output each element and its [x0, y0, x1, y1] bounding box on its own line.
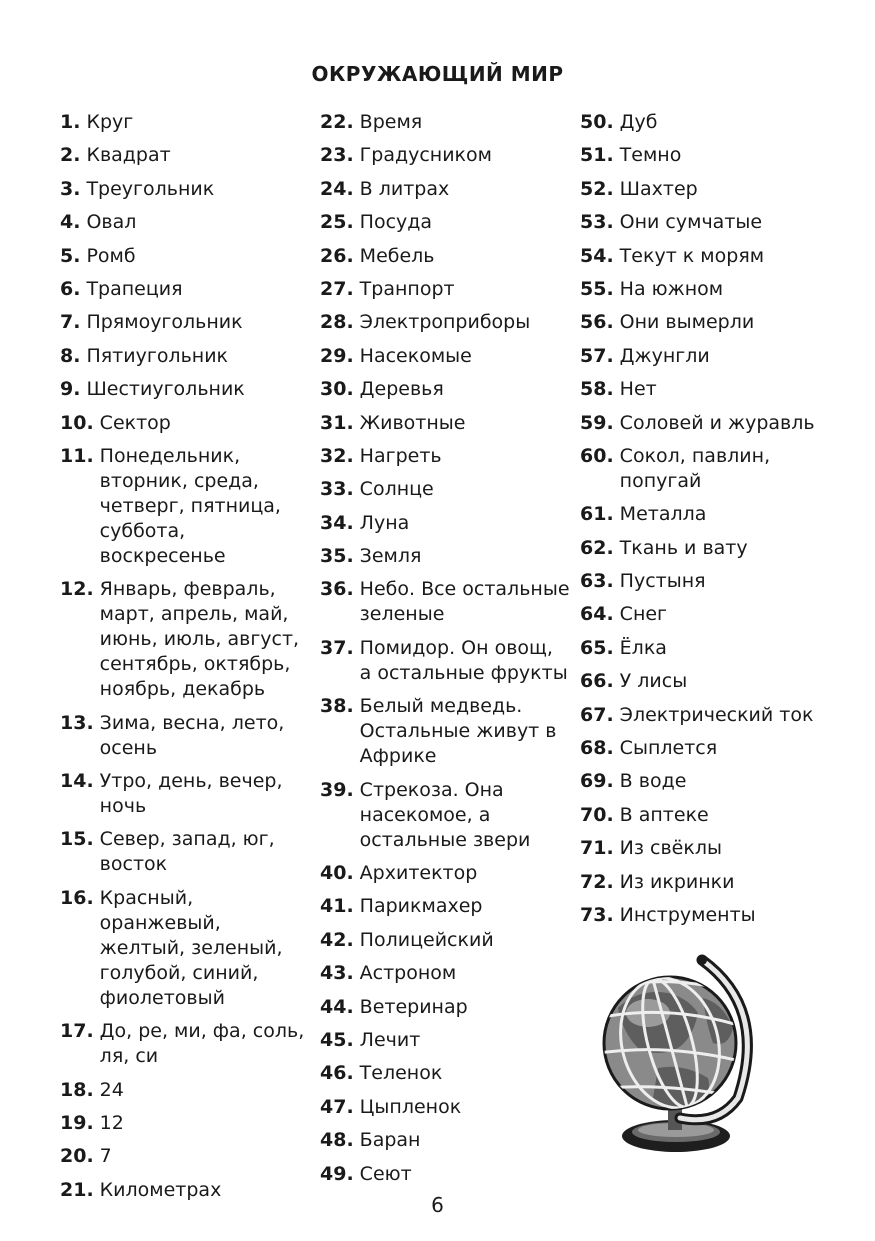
answer-text: Лечит [359, 1028, 421, 1051]
answer-item [580, 536, 850, 561]
answer-text: Транпорт [359, 277, 455, 300]
answer-text: Красный, оранжевый, желтый, зеленый, голубой, синий, фиолетовый [99, 886, 283, 1009]
answer-text: Снег [619, 603, 668, 626]
answer-number: 62. [580, 536, 614, 559]
answer-item [60, 711, 305, 761]
answer-item [60, 244, 305, 269]
answer-number: 40. [320, 862, 354, 885]
answer-item [320, 210, 570, 235]
answer-item [60, 210, 305, 235]
answer-number: 15. [60, 828, 94, 851]
answer-text: Луна [359, 511, 410, 534]
answer-number: 19. [60, 1112, 94, 1135]
answer-item [320, 110, 570, 135]
answer-text: Теленок [359, 1062, 443, 1085]
answer-number: 51. [580, 144, 614, 167]
answer-number: 68. [580, 737, 614, 760]
answer-item [580, 769, 850, 794]
answer-text: Соловей и журавль [619, 411, 815, 434]
answer-number: 24. [320, 177, 354, 200]
answer-text: Север, запад, юг, восток [99, 828, 275, 876]
answer-text: Понедельник, вторник, среда, четверг, пятница, суббота, воскресенье [99, 444, 281, 567]
answer-item [320, 511, 570, 536]
answer-number: 48. [320, 1129, 354, 1152]
answer-text: Текут к морям [619, 244, 765, 267]
answer-number: 55. [580, 277, 614, 300]
answer-item [60, 377, 305, 402]
answer-item [320, 544, 570, 569]
answer-number: 33. [320, 478, 354, 501]
answer-item [320, 411, 570, 436]
answer-text: Нагреть [359, 444, 442, 467]
answer-item [60, 310, 305, 335]
answer-number: 18. [60, 1078, 94, 1101]
answer-number: 6. [60, 277, 81, 300]
answer-number: 69. [580, 770, 614, 793]
answer-text: Животные [359, 411, 466, 434]
answer-number: 31. [320, 411, 354, 434]
answer-number: 29. [320, 344, 354, 367]
answer-number: 53. [580, 211, 614, 234]
answer-text: У лисы [619, 670, 688, 693]
answer-number: 36. [320, 578, 354, 601]
answer-number: 39. [320, 778, 354, 801]
answer-item [580, 277, 850, 302]
answer-number: 17. [60, 1020, 94, 1043]
answer-item [320, 477, 570, 502]
answer-item [580, 669, 850, 694]
answer-text: Мебель [359, 244, 435, 267]
answer-item [580, 177, 850, 202]
answer-text: Цыпленок [359, 1095, 462, 1118]
answer-number: 45. [320, 1028, 354, 1051]
answer-text: До, ре, ми, фа, соль, ля, си [99, 1020, 305, 1068]
answer-text: Посуда [359, 211, 433, 234]
answer-number: 58. [580, 378, 614, 401]
answer-item [320, 1128, 570, 1153]
answer-number: 13. [60, 711, 94, 734]
answer-number: 54. [580, 244, 614, 267]
answer-item [580, 836, 850, 861]
answer-number: 67. [580, 703, 614, 726]
answer-item [320, 1028, 570, 1053]
answer-text: Нет [619, 378, 657, 401]
answer-text: Они сумчатые [619, 211, 763, 234]
answer-item [580, 903, 850, 928]
answer-number: 21. [60, 1178, 94, 1201]
answer-number: 26. [320, 244, 354, 267]
answer-item [580, 736, 850, 761]
answer-number: 1. [60, 111, 81, 133]
answer-text: Темно [619, 144, 682, 167]
answer-number: 50. [580, 111, 614, 133]
answer-text: Прямоугольник [86, 311, 243, 334]
answer-item [60, 143, 305, 168]
answer-number: 27. [320, 277, 354, 300]
globe-illustration [598, 948, 758, 1158]
answer-text: Стрекоза. Она насекомое, а остальные звери [359, 778, 531, 851]
answer-text: Белый медведь. Остальные живут в Африке [359, 695, 557, 768]
answer-text: Шахтер [619, 177, 698, 200]
answer-text: Ёлка [619, 636, 667, 659]
answer-text: Ромб [86, 244, 136, 267]
answer-text: Архитектор [359, 862, 478, 885]
answer-item [60, 277, 305, 302]
answer-number: 28. [320, 311, 354, 334]
answer-text: Солнце [359, 478, 434, 501]
answer-text: Трапеция [86, 277, 183, 300]
answer-text: Квадрат [86, 144, 171, 167]
answer-number: 73. [580, 903, 614, 926]
answer-item [580, 636, 850, 661]
answer-number: 65. [580, 636, 614, 659]
answer-text: Полицейский [359, 928, 494, 951]
answer-number: 43. [320, 962, 354, 985]
answer-number: 59. [580, 411, 614, 434]
answer-text: Металла [619, 503, 707, 526]
answer-number: 56. [580, 311, 614, 334]
answer-number: 35. [320, 545, 354, 568]
page-title: ОКРУЖАЮЩИЙ МИР [311, 62, 564, 86]
answer-item [320, 778, 570, 853]
answer-number: 71. [580, 837, 614, 860]
answer-item [320, 344, 570, 369]
answer-item [580, 569, 850, 594]
answer-text: Из икринки [619, 870, 735, 893]
answers-column-2 [320, 110, 570, 1195]
answer-number: 34. [320, 511, 354, 534]
answer-text: Парикмахер [359, 895, 483, 918]
answer-text: Круг [86, 111, 134, 133]
answer-item [320, 894, 570, 919]
answer-number: 30. [320, 378, 354, 401]
answer-text: Зима, весна, лето, осень [99, 711, 285, 759]
answer-item [320, 310, 570, 335]
answer-item [320, 143, 570, 168]
answer-number: 44. [320, 995, 354, 1018]
answer-item [60, 110, 305, 135]
answer-number: 52. [580, 177, 614, 200]
answer-text: Пятиугольник [86, 344, 229, 367]
answer-text: 7 [99, 1145, 112, 1168]
answer-number: 57. [580, 344, 614, 367]
answer-number: 10. [60, 411, 94, 434]
answer-text: Время [359, 111, 423, 133]
answer-text: Ткань и вату [619, 536, 748, 559]
answer-text: Шестиугольник [86, 378, 245, 401]
answer-number: 3. [60, 177, 81, 200]
answer-number: 60. [580, 444, 614, 467]
answer-item [580, 444, 850, 494]
answer-text: Январь, февраль, март, апрель, май, июнь, июль, август, сентябрь, октябрь, ноябрь, декабрь [99, 578, 300, 701]
answer-number: 64. [580, 603, 614, 626]
answer-number: 47. [320, 1095, 354, 1118]
answer-number: 66. [580, 670, 614, 693]
answer-text: Дуб [619, 111, 658, 133]
answer-number: 9. [60, 378, 81, 401]
answer-number: 22. [320, 111, 354, 133]
answer-item [60, 177, 305, 202]
answer-text: Джунгли [619, 344, 710, 367]
answer-text: Из свёклы [619, 837, 722, 860]
answer-number: 4. [60, 211, 81, 234]
answer-item [60, 827, 305, 877]
answer-text: Баран [359, 1129, 421, 1152]
answer-item [580, 344, 850, 369]
answer-number: 46. [320, 1062, 354, 1085]
answer-item [320, 694, 570, 769]
answer-item [60, 1144, 305, 1169]
answer-item [580, 110, 850, 135]
answer-item [60, 444, 305, 569]
page-number: 6 [431, 1193, 444, 1217]
answer-item [320, 244, 570, 269]
answer-text: Электроприборы [359, 311, 531, 334]
answer-text: Земля [359, 545, 422, 568]
answer-number: 32. [320, 444, 354, 467]
answer-item [580, 143, 850, 168]
answer-item [60, 769, 305, 819]
answer-text: В литрах [359, 177, 450, 200]
answer-item [580, 210, 850, 235]
answer-text: В аптеке [619, 803, 709, 826]
answer-text: Электрический ток [619, 703, 814, 726]
answer-text: Астроном [359, 962, 457, 985]
answer-text: Инструменты [619, 903, 756, 926]
answer-item [60, 1019, 305, 1069]
answer-item [320, 636, 570, 686]
answer-text: Утро, день, вечер, ночь [99, 770, 283, 818]
answer-item [60, 577, 305, 702]
answer-item [60, 1078, 305, 1103]
answer-number: 11. [60, 444, 94, 467]
answer-item [60, 344, 305, 369]
answer-number: 49. [320, 1162, 354, 1185]
answer-number: 41. [320, 895, 354, 918]
answer-item [60, 411, 305, 436]
answer-item [580, 602, 850, 627]
answer-text: Градусником [359, 144, 492, 167]
answer-item [580, 310, 850, 335]
answer-number: 72. [580, 870, 614, 893]
answer-text: Они вымерли [619, 311, 755, 334]
answer-text: 24 [99, 1078, 124, 1101]
answer-text: Сокол, павлин, попугай [619, 444, 771, 492]
answer-number: 8. [60, 344, 81, 367]
answer-item [580, 502, 850, 527]
answer-number: 20. [60, 1145, 94, 1168]
answers-column-1 [60, 110, 305, 1211]
answer-text: Треугольник [86, 177, 215, 200]
answer-number: 70. [580, 803, 614, 826]
answer-text: Сектор [99, 411, 171, 434]
answer-item [580, 244, 850, 269]
answer-item [320, 961, 570, 986]
answer-number: 38. [320, 695, 354, 718]
answer-text: Овал [86, 211, 137, 234]
answer-number: 5. [60, 244, 81, 267]
answer-text: Сеют [359, 1162, 412, 1185]
answer-item [580, 803, 850, 828]
answer-item [320, 928, 570, 953]
answer-number: 63. [580, 570, 614, 593]
answer-number: 61. [580, 503, 614, 526]
answer-item [320, 444, 570, 469]
answer-number: 14. [60, 770, 94, 793]
answer-item [320, 377, 570, 402]
answer-item [320, 861, 570, 886]
answer-item [580, 703, 850, 728]
answer-text: Километрах [99, 1178, 222, 1201]
answer-text: На южном [619, 277, 724, 300]
answer-item [320, 277, 570, 302]
answer-item [320, 177, 570, 202]
answer-item [580, 377, 850, 402]
answer-item [580, 870, 850, 895]
answer-number: 16. [60, 886, 94, 909]
answer-number: 12. [60, 578, 94, 601]
answer-number: 37. [320, 636, 354, 659]
answers-column-3 [580, 110, 850, 936]
answer-item [60, 886, 305, 1011]
answer-text: Ветеринар [359, 995, 468, 1018]
answer-text: 12 [99, 1112, 124, 1135]
answer-item [320, 995, 570, 1020]
answer-text: Пустыня [619, 570, 706, 593]
answer-text: Помидор. Он овощ, а остальные фрукты [359, 636, 568, 684]
answer-text: В воде [619, 770, 687, 793]
answer-item [60, 1111, 305, 1136]
answer-number: 7. [60, 311, 81, 334]
answer-item [320, 1061, 570, 1086]
answer-text: Сыплется [619, 737, 718, 760]
answer-item [320, 577, 570, 627]
answer-item [580, 411, 850, 436]
answer-text: Насекомые [359, 344, 472, 367]
answer-item [320, 1162, 570, 1187]
answer-number: 2. [60, 144, 81, 167]
answer-number: 23. [320, 144, 354, 167]
answer-number: 25. [320, 211, 354, 234]
answer-item [320, 1095, 570, 1120]
answer-number: 42. [320, 928, 354, 951]
answer-text: Небо. Все остальные зеленые [359, 578, 570, 626]
answer-text: Деревья [359, 378, 444, 401]
